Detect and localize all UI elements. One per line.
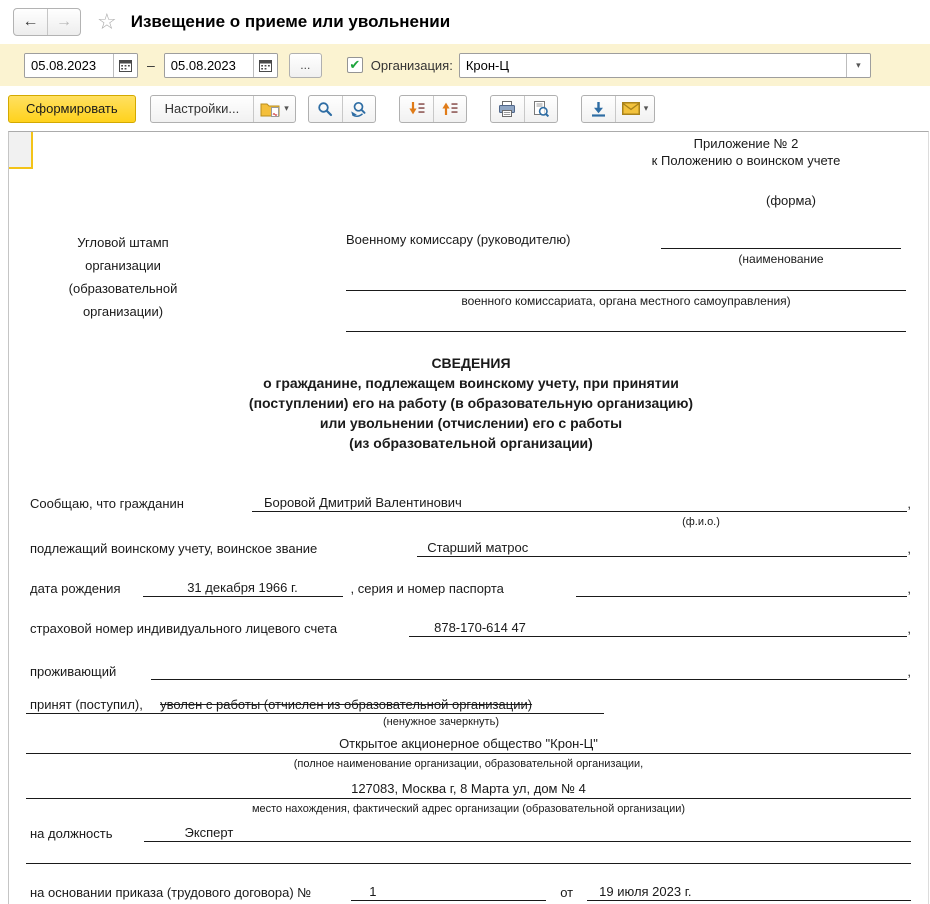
comma: , [907, 496, 911, 511]
date-to-calendar-button[interactable] [253, 54, 277, 77]
title-line: (поступлении) его на работу (в образовательную организацию) [248, 395, 694, 411]
search-icon [317, 101, 333, 117]
back-arrow-icon: ← [22, 13, 39, 30]
window-header [0, 0, 930, 44]
title-line: СВЕДЕНИЯ [431, 355, 511, 371]
chevron-down-icon: ▾ [643, 103, 649, 113]
order-line [30, 884, 911, 901]
appendix-block [586, 135, 906, 169]
calendar-icon [119, 59, 132, 72]
birth-value: 31 декабря 1966 г. [143, 580, 343, 597]
calendar-icon [259, 59, 272, 72]
generate-button[interactable]: Сформировать [8, 95, 136, 123]
hired-label: принят (поступил), [30, 697, 143, 712]
comma: , [907, 664, 911, 679]
commissariat-underline [346, 290, 906, 291]
passport-value-blank [576, 580, 907, 597]
chevron-down-icon: ▾ [284, 103, 289, 113]
stamp-line: организации [85, 258, 161, 273]
report-toolbar [0, 86, 930, 131]
favorite-star-icon[interactable]: ☆ [97, 9, 117, 34]
order-date: 19 июля 2023 г. [587, 884, 911, 901]
date-range-dash: – [147, 57, 155, 73]
settings-button[interactable]: Настройки... [151, 96, 254, 122]
save-button[interactable] [582, 96, 615, 122]
forma-label: (форма) [766, 193, 816, 208]
nav-history-group [13, 8, 81, 36]
printer-icon [498, 101, 516, 117]
order-number: 1 [351, 884, 546, 901]
filter-panel [0, 44, 930, 86]
citizen-label: Сообщаю, что гражданин [30, 496, 184, 511]
corner-stamp-block [43, 231, 203, 323]
appendix-line-2: к Положению о воинском учете [651, 153, 841, 168]
residing-value-blank [151, 663, 907, 680]
report-document[interactable] [8, 131, 929, 904]
rank-value: Старший матрос [417, 540, 907, 557]
snils-line [30, 620, 911, 637]
commissar-hint-2: военного комиссариата, органа местного самоуправления) [461, 294, 791, 308]
org-address-line: 127083, Москва г, 8 Марта ул, дом № 4 [26, 781, 911, 799]
stamp-line: (образовательной [68, 281, 178, 296]
organization-dropdown-button[interactable] [846, 54, 870, 77]
commissar-hint-1: (наименование [738, 252, 824, 266]
stamp-line: организации) [82, 304, 164, 319]
page-title: Извещение о приеме или увольнении [130, 12, 451, 31]
search-group [308, 95, 376, 123]
fio-hint: (ф.и.о.) [682, 516, 720, 528]
organization-input[interactable] [460, 54, 846, 77]
rank-label: подлежащий воинскому учету, воинское звание [30, 541, 318, 556]
save-download-icon [591, 101, 606, 117]
snils-label: страховой номер индивидуального лицевого счета [30, 621, 338, 636]
order-from-label: от [560, 885, 574, 900]
print-preview-button[interactable] [524, 96, 557, 122]
print-preview-icon [533, 101, 549, 117]
strike-hint: (ненужное зачеркнуть) [383, 716, 499, 728]
residing-line [30, 663, 911, 680]
commissar-underline-3 [346, 331, 906, 332]
snils-value: 878-170-614 47 [409, 620, 907, 637]
forward-button[interactable] [47, 9, 80, 35]
period-more-button[interactable]: ... [289, 53, 322, 78]
forward-arrow-icon: → [56, 13, 72, 30]
expand-groups-icon [408, 101, 425, 116]
title-line: (из образовательной организации) [349, 435, 593, 451]
comma: , [907, 541, 911, 556]
chevron-down-icon: ▾ [856, 59, 861, 70]
comma: , [907, 621, 911, 636]
date-from-calendar-button[interactable] [113, 54, 137, 77]
title-line: о гражданине, подлежащем воинскому учету, при принятии [263, 375, 679, 391]
grouping-group [399, 95, 467, 123]
date-from-input[interactable] [25, 54, 113, 77]
date-from-field [24, 53, 138, 78]
print-button[interactable] [491, 96, 524, 122]
order-label: на основании приказа (трудового договора) № [30, 885, 312, 900]
spreadsheet-corner-marker [9, 132, 33, 169]
checkmark-icon: ✔ [349, 57, 361, 72]
org-name-hint: (полное наименование организации, образовательной организации, [293, 758, 644, 770]
back-button[interactable] [14, 9, 47, 35]
send-email-button[interactable] [615, 96, 655, 122]
birth-passport-line [30, 580, 911, 597]
birth-label: дата рождения [30, 581, 121, 596]
report-variants-button[interactable] [253, 96, 295, 122]
comma: , [907, 581, 911, 596]
citizen-value: Боровой Дмитрий Валентинович [252, 495, 907, 512]
search-next-icon [350, 101, 367, 117]
org-address-hint: место нахождения, фактический адрес организации (образовательной организации) [251, 803, 686, 815]
title-line: или увольнении (отчислении) его с работы [319, 415, 623, 431]
hired-dismissed-line [26, 697, 604, 714]
organization-combo [459, 53, 871, 78]
settings-group [150, 95, 296, 123]
commissar-label: Военному комиссару (руководителю) [346, 232, 571, 247]
commissar-name-underline [661, 248, 901, 249]
organization-checkbox[interactable] [347, 57, 363, 73]
rank-line [30, 540, 911, 557]
org-name-line: Открытое акционерное общество "Крон-Ц" [26, 736, 911, 754]
position-label: на должность [30, 826, 113, 841]
residing-label: проживающий [30, 664, 117, 679]
search-next-button[interactable] [342, 96, 375, 122]
expand-groups-button[interactable] [400, 96, 433, 122]
date-to-input[interactable] [165, 54, 253, 77]
dismissed-struck-text: уволен с работы (отчислен из образовательной организации) [160, 697, 533, 712]
print-group [490, 95, 558, 123]
export-group [581, 95, 656, 123]
appendix-line-1: Приложение № 2 [693, 136, 799, 151]
empty-underline [26, 863, 911, 864]
stamp-line: Угловой штамп [77, 235, 169, 250]
envelope-icon [622, 102, 640, 115]
organization-label: Организация: [370, 57, 453, 73]
report-variants-folder-icon [260, 101, 280, 117]
position-value: Эксперт [144, 825, 911, 842]
position-line [30, 825, 911, 842]
date-to-field [164, 53, 278, 78]
collapse-groups-button[interactable] [433, 96, 466, 122]
citizen-line [30, 495, 911, 512]
passport-label: , серия и номер паспорта [350, 581, 504, 596]
search-button[interactable] [309, 96, 342, 122]
collapse-groups-icon [441, 101, 458, 116]
document-title-block [31, 353, 911, 453]
